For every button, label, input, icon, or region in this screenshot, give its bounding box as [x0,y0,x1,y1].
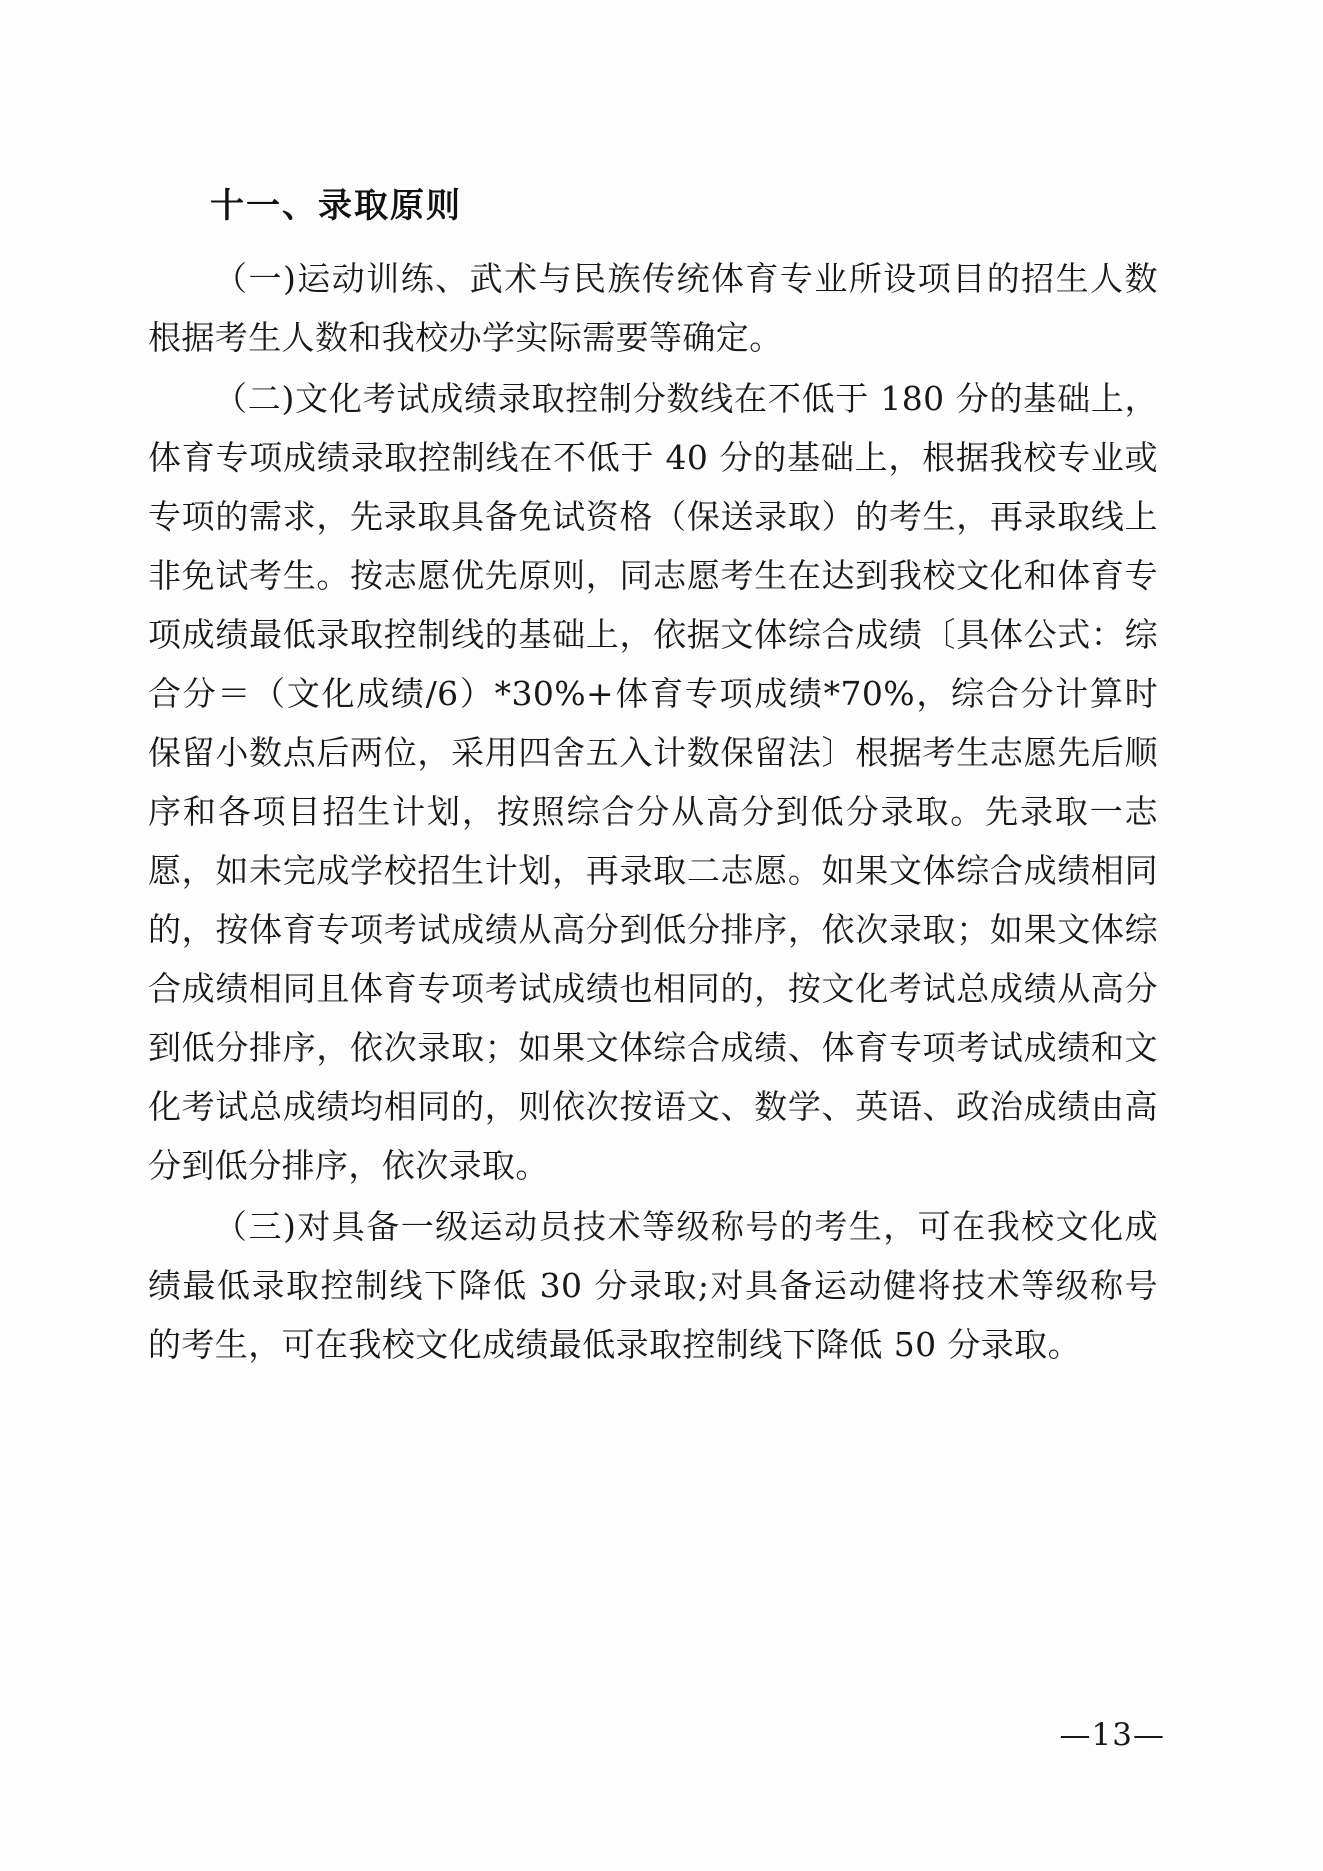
section-heading: 十一、录取原则 [210,186,462,226]
page-content [148,178,1158,1374]
paragraph-three: （三)对具备一级运动员技术等级称号的考生，可在我校文化成绩最低录取控制线下降低 30 分录取;对具备运动健将技术等级称号的考生，可在我校文化成绩最低录取控制线下降低 50 分录取。 [148,1207,1158,1364]
paragraph-two: （二)文化考试成绩录取控制分数线在不低于 180 分的基础上，体育专项成绩录取控制线在不低于 40 分的基础上，根据我校专业或专项的需求，先录取具备免试资格（保送录取）的考生，再录取线上非免试考生。按志愿优先原则，同志愿考生在达到我校文化和体育专项成绩最低录取控制线的基础上，依据文体综合成绩〔具体公式：综合分＝（文化成绩/6）*30%+体育专项成绩*70%，综合分计算时保留小数点后两位，采用四舍五入计数保留法〕根据考生志愿先后顺序和各项目招生计划，按照综合分从高分到低分录取。先录取一志愿，如未完成学校招生计划，再录取二志愿。如果文体综合成绩相同的，按体育专项考试成绩从高分到低分排序，依次录取；如果文体综合成绩相同且体育专项考试成绩也相同的，按文化考试总成绩从高分到低分排序，依次录取；如果文体综合成绩、体育专项考试成绩和文化考试总成绩均相同的，则依次按语文、数学、英语、政治成绩由高分到低分排序，依次录取。 [148,379,1158,1185]
paragraph-one: （一)运动训练、武术与民族传统体育专业所设项目的招生人数根据考生人数和我校办学实际需要等确定。 [148,259,1158,357]
page-number: —13— [1059,1717,1165,1753]
